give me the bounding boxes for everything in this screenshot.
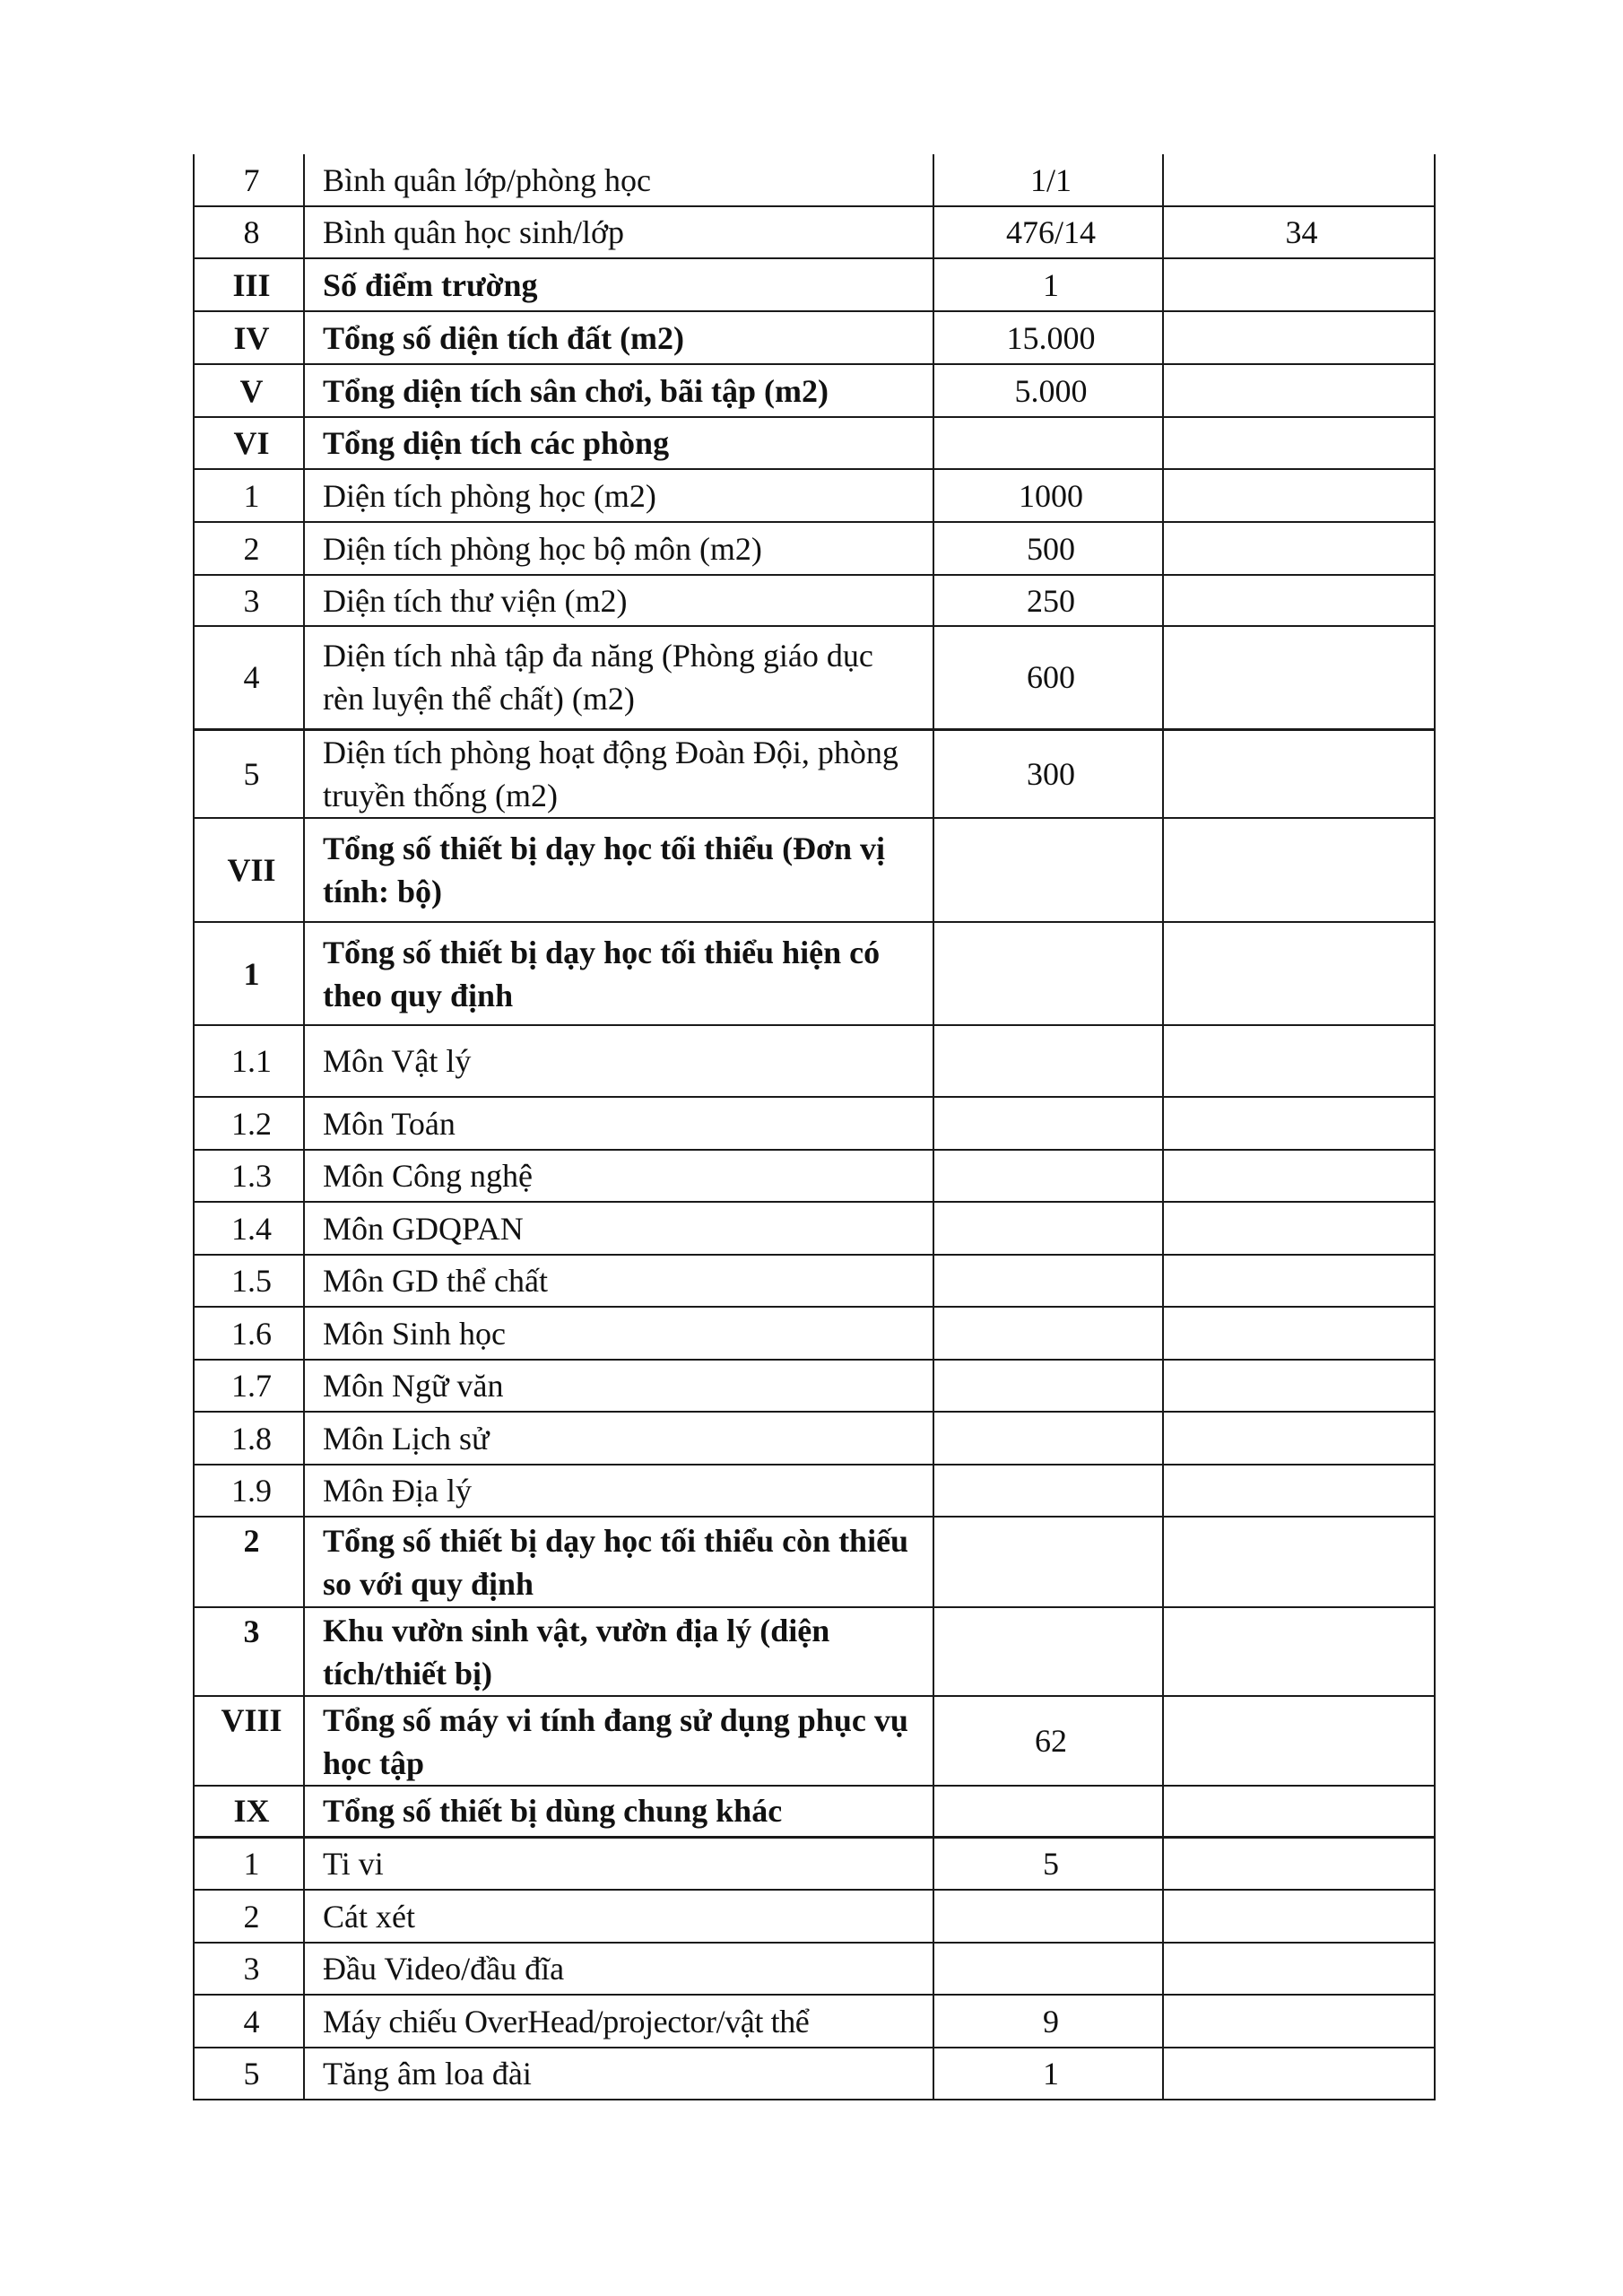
- row-value: 15.000: [933, 311, 1163, 364]
- row-number: 4: [194, 1995, 304, 2048]
- section-title: Tổng số thiết bị dùng chung khác: [304, 1786, 933, 1837]
- subsection-number: 3: [194, 1607, 304, 1696]
- table-row-section: [194, 311, 1435, 364]
- row-value: 9: [933, 1995, 1163, 2048]
- table-row: [194, 1465, 1435, 1517]
- table-row-section: [194, 1696, 1435, 1786]
- row-value: 250: [933, 575, 1163, 626]
- table-body: [194, 154, 1435, 2100]
- table-row: [194, 522, 1435, 575]
- row-value: [933, 818, 1163, 922]
- table-row-section: [194, 818, 1435, 922]
- row-number: 1.9: [194, 1465, 304, 1517]
- table-row: [194, 575, 1435, 626]
- row-extra-value: [1163, 311, 1435, 364]
- section-title: Tổng diện tích sân chơi, bãi tập (m2): [304, 364, 933, 417]
- row-value: 5.000: [933, 364, 1163, 417]
- table-row: [194, 1255, 1435, 1307]
- row-value: 1/1: [933, 154, 1163, 206]
- section-number: VII: [194, 818, 304, 922]
- table-row-subsection: [194, 1607, 1435, 1696]
- row-extra-value: [1163, 1517, 1435, 1607]
- row-item-label: Diện tích phòng hoạt động Đoàn Đội, phòng truyền thống (m2): [304, 729, 933, 818]
- row-extra-value: [1163, 922, 1435, 1025]
- table-row: [194, 1412, 1435, 1465]
- row-value: [933, 1943, 1163, 1995]
- row-value: [933, 1786, 1163, 1837]
- row-value: [933, 1607, 1163, 1696]
- row-value: 5: [933, 1837, 1163, 1890]
- row-number: 1.5: [194, 1255, 304, 1307]
- row-number: 1.8: [194, 1412, 304, 1465]
- row-extra-value: [1163, 626, 1435, 729]
- row-extra-value: [1163, 154, 1435, 206]
- table-row: [194, 1307, 1435, 1360]
- row-extra-value: [1163, 729, 1435, 818]
- section-number: IV: [194, 311, 304, 364]
- row-extra-value: [1163, 2048, 1435, 2100]
- table-row: [194, 729, 1435, 818]
- table-row: [194, 1360, 1435, 1412]
- row-value: [933, 1097, 1163, 1150]
- row-value: [933, 417, 1163, 469]
- section-title: Tổng số máy vi tính đang sử dụng phục vụ học tập: [304, 1696, 933, 1786]
- section-title: Số điểm trường: [304, 258, 933, 311]
- row-value: [933, 1150, 1163, 1202]
- row-item-label: Môn Sinh học: [304, 1307, 933, 1360]
- row-value: 1000: [933, 469, 1163, 522]
- section-title: Tổng số diện tích đất (m2): [304, 311, 933, 364]
- row-value: [933, 1412, 1163, 1465]
- row-item-label: Môn Toán: [304, 1097, 933, 1150]
- row-extra-value: [1163, 417, 1435, 469]
- row-extra-value: 34: [1163, 206, 1435, 258]
- table-row: [194, 1202, 1435, 1255]
- row-number: 1.3: [194, 1150, 304, 1202]
- row-item-label: Bình quân học sinh/lớp: [304, 206, 933, 258]
- section-number: VI: [194, 417, 304, 469]
- subsection-title: Tổng số thiết bị dạy học tối thiểu còn thiếu so với quy định: [304, 1517, 933, 1607]
- row-item-label: Đầu Video/đầu đĩa: [304, 1943, 933, 1995]
- table-row: [194, 469, 1435, 522]
- row-value: 1: [933, 258, 1163, 311]
- row-extra-value: [1163, 1412, 1435, 1465]
- row-value: [933, 1025, 1163, 1097]
- row-extra-value: [1163, 1890, 1435, 1943]
- row-number: 2: [194, 1890, 304, 1943]
- row-extra-value: [1163, 1607, 1435, 1696]
- row-number: 5: [194, 729, 304, 818]
- subsection-title: Tổng số thiết bị dạy học tối thiểu hiện có theo quy định: [304, 922, 933, 1025]
- row-item-label: Diện tích thư viện (m2): [304, 575, 933, 626]
- row-item-label: Tăng âm loa đài: [304, 2048, 933, 2100]
- table-row: [194, 1890, 1435, 1943]
- row-extra-value: [1163, 1786, 1435, 1837]
- subsection-number: 1: [194, 922, 304, 1025]
- row-number: 8: [194, 206, 304, 258]
- table-row-section: [194, 1786, 1435, 1837]
- row-item-label: Môn GD thể chất: [304, 1255, 933, 1307]
- row-number: 1: [194, 469, 304, 522]
- row-extra-value: [1163, 1465, 1435, 1517]
- row-item-label: Diện tích phòng học bộ môn (m2): [304, 522, 933, 575]
- row-value: 600: [933, 626, 1163, 729]
- table-row: [194, 1097, 1435, 1150]
- table-row: [194, 1943, 1435, 1995]
- row-extra-value: [1163, 1097, 1435, 1150]
- row-item-label: Diện tích nhà tập đa năng (Phòng giáo dục rèn luyện thể chất) (m2): [304, 626, 933, 729]
- row-number: 1.1: [194, 1025, 304, 1097]
- row-value: [933, 922, 1163, 1025]
- table-row: [194, 1837, 1435, 1890]
- section-number: III: [194, 258, 304, 311]
- row-extra-value: [1163, 1360, 1435, 1412]
- table-row-section: [194, 417, 1435, 469]
- row-number: 4: [194, 626, 304, 729]
- row-number: 2: [194, 522, 304, 575]
- row-number: 1.6: [194, 1307, 304, 1360]
- row-extra-value: [1163, 1837, 1435, 1890]
- row-item-label: Máy chiếu OverHead/projector/vật thể: [304, 1995, 933, 2048]
- table-row-subsection: [194, 922, 1435, 1025]
- row-extra-value: [1163, 1943, 1435, 1995]
- row-value: [933, 1255, 1163, 1307]
- row-extra-value: [1163, 1025, 1435, 1097]
- section-title: Tổng diện tích các phòng: [304, 417, 933, 469]
- table-row: [194, 2048, 1435, 2100]
- row-value: 1: [933, 2048, 1163, 2100]
- row-value: 476/14: [933, 206, 1163, 258]
- table-row-subsection: [194, 1517, 1435, 1607]
- subsection-title: Khu vườn sinh vật, vườn địa lý (diện tích/thiết bị): [304, 1607, 933, 1696]
- row-value: 62: [933, 1696, 1163, 1786]
- table-row: [194, 626, 1435, 729]
- row-extra-value: [1163, 258, 1435, 311]
- row-extra-value: [1163, 1307, 1435, 1360]
- row-number: 1.4: [194, 1202, 304, 1255]
- row-value: [933, 1517, 1163, 1607]
- section-number: VIII: [194, 1696, 304, 1786]
- row-number: 3: [194, 575, 304, 626]
- row-item-label: Môn GDQPAN: [304, 1202, 933, 1255]
- table-row: [194, 154, 1435, 206]
- row-item-label: Bình quân lớp/phòng học: [304, 154, 933, 206]
- row-item-label: Ti vi: [304, 1837, 933, 1890]
- row-value: [933, 1465, 1163, 1517]
- facility-statistics-table: [193, 154, 1436, 2100]
- row-item-label: Môn Địa lý: [304, 1465, 933, 1517]
- row-extra-value: [1163, 575, 1435, 626]
- row-extra-value: [1163, 1150, 1435, 1202]
- row-extra-value: [1163, 1255, 1435, 1307]
- row-item-label: Môn Ngữ văn: [304, 1360, 933, 1412]
- subsection-number: 2: [194, 1517, 304, 1607]
- row-value: [933, 1202, 1163, 1255]
- row-item-label: Môn Công nghệ: [304, 1150, 933, 1202]
- section-number: V: [194, 364, 304, 417]
- row-extra-value: [1163, 818, 1435, 922]
- row-extra-value: [1163, 469, 1435, 522]
- row-number: 3: [194, 1943, 304, 1995]
- row-extra-value: [1163, 1202, 1435, 1255]
- table-row: [194, 1150, 1435, 1202]
- row-extra-value: [1163, 522, 1435, 575]
- table-row: [194, 1995, 1435, 2048]
- row-item-label: Môn Vật lý: [304, 1025, 933, 1097]
- table-row-section: [194, 258, 1435, 311]
- row-extra-value: [1163, 364, 1435, 417]
- row-extra-value: [1163, 1696, 1435, 1786]
- row-value: 300: [933, 729, 1163, 818]
- table-row: [194, 1025, 1435, 1097]
- row-item-label: Môn Lịch sử: [304, 1412, 933, 1465]
- section-title: Tổng số thiết bị dạy học tối thiểu (Đơn vị tính: bộ): [304, 818, 933, 922]
- row-number: 1: [194, 1837, 304, 1890]
- section-number: IX: [194, 1786, 304, 1837]
- row-extra-value: [1163, 1995, 1435, 2048]
- row-value: [933, 1890, 1163, 1943]
- row-number: 1.7: [194, 1360, 304, 1412]
- table-row-section: [194, 364, 1435, 417]
- row-item-label: Diện tích phòng học (m2): [304, 469, 933, 522]
- row-number: 5: [194, 2048, 304, 2100]
- row-value: [933, 1360, 1163, 1412]
- row-value: [933, 1307, 1163, 1360]
- row-item-label: Cát xét: [304, 1890, 933, 1943]
- table-row: [194, 206, 1435, 258]
- row-value: 500: [933, 522, 1163, 575]
- row-number: 7: [194, 154, 304, 206]
- row-number: 1.2: [194, 1097, 304, 1150]
